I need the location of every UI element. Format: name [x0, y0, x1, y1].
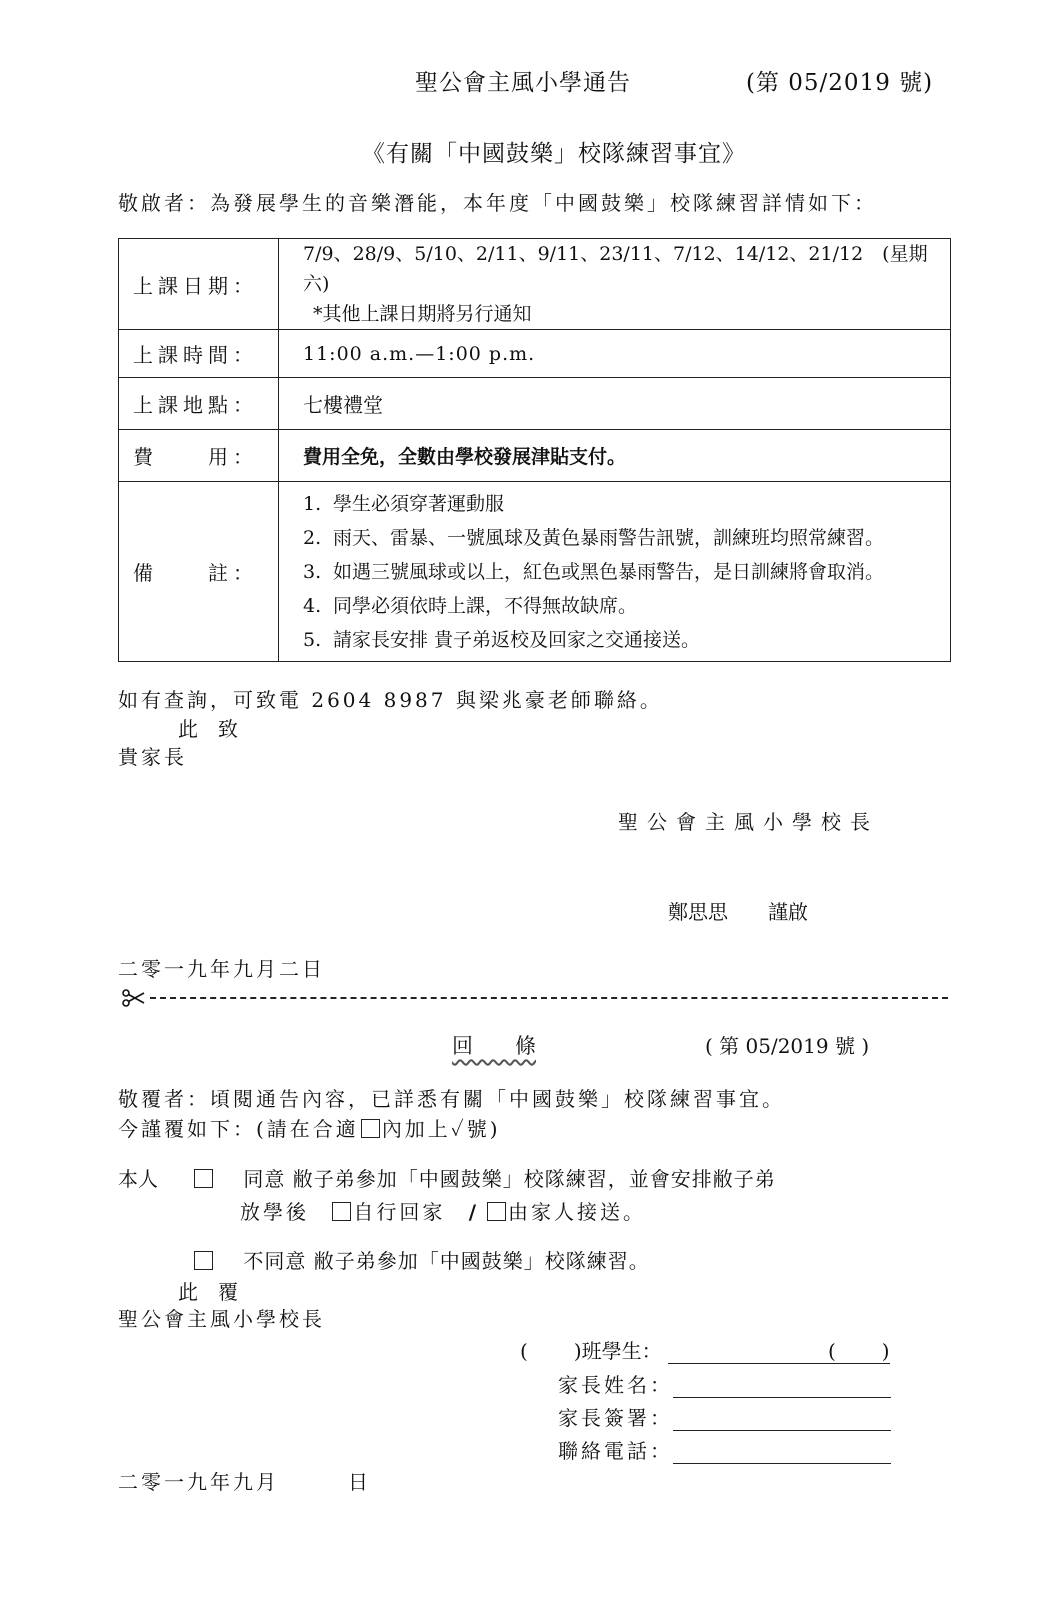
row-remarks [119, 482, 951, 662]
notice-title: 聖公會主風小學通告 [415, 70, 631, 96]
family-pickup-checkbox[interactable] [487, 1202, 506, 1221]
self-label: 本人 [118, 1167, 158, 1191]
scissors-icon [122, 989, 146, 1007]
parent-name-field[interactable]: 家長姓名： [558, 1369, 891, 1398]
reply-line2: 今謹覆如下：(請在合適 內加上✓號) [118, 1117, 501, 1141]
reply-principal: 聖公會主風小學校長 [118, 1307, 325, 1331]
notice-number: (第 05/2019 號) [746, 70, 934, 96]
remark-item: 4. 同學必須依時上課，不得無故缺席。 [303, 594, 638, 617]
self-return-checkbox[interactable] [332, 1202, 351, 1221]
enquiry-text: 如有查詢，可致電 2604 8987 與梁兆豪老師聯絡。 [118, 688, 663, 712]
phone-field[interactable]: 聯絡電話： [558, 1435, 891, 1464]
reply-title: 回 條 [452, 1034, 536, 1058]
student-name-line[interactable] [668, 1343, 828, 1364]
disagree-text: 不同意 敝子弟參加「中國鼓樂」校隊練習。 [243, 1249, 650, 1273]
remarks-label: 備 註： [119, 482, 279, 662]
remark-item: 3. 如遇三號風球或以上，紅色或黑色暴雨警告，是日訓練將會取消。 [303, 560, 885, 583]
parent-signature-field[interactable]: 家長簽署： [558, 1402, 891, 1431]
parent-signature-line[interactable] [673, 1410, 891, 1431]
remarks-list [303, 487, 950, 657]
parent-name-line[interactable] [673, 1377, 891, 1398]
agree-checkbox[interactable] [194, 1169, 213, 1188]
example-checkbox-icon [361, 1119, 380, 1138]
notice-date: 二零一九年九月二日 [118, 957, 325, 981]
pickup-options: 放學後 自行回家 / 由家人接送。 [240, 1200, 647, 1224]
agree-text: 同意 敝子弟參加「中國鼓樂」校隊練習，並會安排敝子弟 [243, 1167, 776, 1191]
greeting: 敬啟者：為發展學生的音樂潛能，本年度「中國鼓樂」校隊練習詳情如下： [118, 191, 877, 215]
row-time [119, 330, 951, 378]
disagree-checkbox[interactable] [194, 1251, 213, 1270]
remark-item: 1. 學生必須穿著運動服 [303, 492, 505, 515]
disagree-option[interactable] [192, 1245, 650, 1274]
reply-number: ( 第 05/2019 號 ) [705, 1034, 870, 1058]
time-value: 11:00 a.m.—1:00 p.m. [279, 330, 951, 378]
venue-value: 七樓禮堂 [279, 378, 951, 430]
class-student-field[interactable]: ( )班學生： ( ) [520, 1339, 890, 1363]
fee-value: 費用全免，全數由學校發展津貼支付。 [279, 430, 951, 482]
closing-to: 此 致 [178, 717, 238, 741]
row-fee [119, 430, 951, 482]
signer-title: 聖公會主風小學校長 [618, 810, 879, 834]
family-pickup-label: 由家人接送。 [508, 1200, 647, 1224]
dashed-line [150, 997, 948, 999]
venue-label: 上課地點： [119, 378, 279, 430]
self-return-label: 自行回家 [353, 1200, 446, 1224]
reply-date: 二零一九年九月 日 [118, 1470, 371, 1494]
closing-recipient: 貴家長 [118, 745, 187, 769]
row-venue [119, 378, 951, 430]
remark-item: 5. 請家長安排 貴子弟返校及回家之交通接送。 [303, 628, 701, 651]
fee-label: 費 用： [119, 430, 279, 482]
remark-item: 2. 雨天、雷暴、一號風球及黃色暴雨警告訊號，訓練班均照常練習。 [303, 526, 885, 549]
dates-note: *其他上課日期將另行通知 [313, 303, 532, 325]
signer-name: 鄭思思 謹啟 [668, 900, 808, 924]
reply-to: 此 覆 [178, 1280, 238, 1304]
notice-subject: 《有關「中國鼓樂」校隊練習事宜》 [362, 141, 746, 167]
reply-line1: 敬覆者：頃閱通告內容，已詳悉有關「中國鼓樂」校隊練習事宜。 [118, 1087, 785, 1111]
phone-line[interactable] [673, 1443, 891, 1464]
row-dates [119, 239, 951, 330]
details-table [118, 238, 951, 662]
check-mark-icon: ✓ [450, 1117, 467, 1141]
dates-label: 上課日期： [119, 239, 279, 330]
cut-line [122, 988, 948, 1008]
agree-option[interactable] [192, 1163, 776, 1192]
time-label: 上課時間： [119, 330, 279, 378]
dates-value: 7/9、28/9、5/10、2/11、9/11、23/11、7/12、14/12、21/12 (星期六) [303, 243, 928, 295]
